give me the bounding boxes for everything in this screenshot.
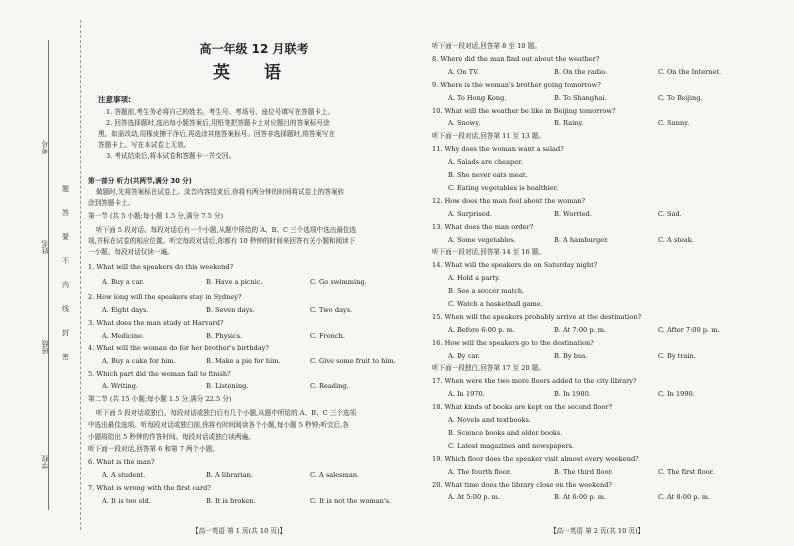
option-a: A. On TV.: [448, 68, 479, 76]
option-a: A. Some vegetables.: [448, 236, 516, 244]
option-c: C. On the Internet.: [658, 68, 722, 76]
question: 10. What will the weather be like in Beijing tomorrow?: [432, 107, 616, 115]
option-a: A. Buy a cake for him.: [102, 357, 176, 365]
note-line: 1. 答题前,考生务必将自己的姓名、考生号、考场号、座位号填写在答题卡上。: [106, 108, 335, 116]
option: B. She never eats meat.: [448, 171, 528, 179]
question: 14. What will the speakers do on Saturday night?: [432, 261, 598, 269]
option-c: C. Give some fruit to him.: [310, 357, 396, 365]
option: B. See a soccer match.: [448, 287, 525, 295]
notes-heading: 注意事项:: [98, 95, 131, 104]
option-c: C. At 8:00 p. m.: [658, 493, 711, 501]
seal-char: 要: [62, 233, 69, 241]
option: C. Latest magazines and newspapers.: [448, 442, 575, 450]
question: 18. What kinds of books are kept on the second floor?: [432, 403, 613, 411]
option-a: A. Surprised.: [448, 210, 492, 218]
option-c: C. Sad.: [658, 210, 682, 218]
binding-line: [48, 40, 49, 510]
option-a: A. Writing.: [102, 382, 139, 390]
option: A. Novels and textbooks.: [448, 416, 531, 424]
note-line: 答题卡上。写在本试卷上无效。: [98, 141, 191, 149]
part1-intro-line: 做题时,先将答案标在试卷上。录音内容结束后,你将有两分钟的时间将试卷上的答案转: [96, 188, 345, 196]
option-b: B. On the radio.: [554, 68, 608, 76]
option-c: C. A steak.: [658, 236, 694, 244]
seal-char: 内: [62, 281, 69, 289]
note-line: 黑。如需改动,用橡皮擦干净后,再选涂其他答案标号。回答非选择题时,将答案写在: [98, 130, 336, 138]
seal-char: 线: [62, 305, 69, 313]
option-c: C. In 1990.: [658, 390, 695, 398]
option-a: A. Before 6:00 p. m.: [448, 326, 515, 334]
seal-dashed-line: [80, 20, 81, 530]
label-class: 班级: [41, 340, 49, 354]
option-b: B. Make a pie for him.: [206, 357, 281, 365]
section2-heading: 第二节 (共 15 小题;每小题 1.5 分,满分 22.5 分): [88, 395, 232, 403]
question: 11. Why does the woman want a salad?: [432, 145, 564, 153]
option-b: B. It is broken.: [206, 497, 256, 505]
seal-char: 密: [62, 353, 69, 361]
option: A. Hold a party.: [448, 274, 501, 282]
question: 9. Where is the woman's brother going tomorrow?: [432, 81, 601, 89]
section2-intro-line: 小题将给出 5 秒钟的作答时间。每段对话或独白读两遍。: [88, 433, 255, 441]
exam-title: 高一年级 12 月联考: [199, 42, 309, 56]
seal-char: 题: [62, 185, 69, 193]
section-lead: 听下面一段独白,回答第 17 至 20 题。: [432, 364, 545, 372]
option: C. Eating vegetables is healthier.: [448, 184, 559, 192]
option-a: A. It is too old.: [102, 497, 151, 505]
option-a: A. In 1970.: [448, 390, 485, 398]
option-b: B. Rainy.: [554, 119, 584, 127]
option-a: A. Buy a car.: [102, 278, 145, 286]
option-a: A. Medicine.: [102, 332, 144, 340]
page-footer: 【高一英语 第 1 页(共 10 页)】: [192, 527, 287, 535]
option: B. Science books and older books.: [448, 429, 563, 437]
question: 13. What does the man order?: [432, 223, 534, 231]
question: 12. How does the man feel about the woman?: [432, 197, 586, 205]
label-exam-number: 考号: [41, 140, 49, 154]
question: 1. What will the speakers do this weekend?: [88, 263, 234, 271]
option-a: A. To Hong Kong.: [448, 94, 507, 102]
option-b: B. A librarian.: [206, 471, 253, 479]
section2-intro-line: 听下面 5 段对话或独白。每段对话或独白后有几个小题,从题中所给的 A、B、C 三个选项: [96, 409, 357, 417]
question: 20. What time does the library close on the weekend?: [432, 481, 612, 489]
option-b: B. By bus.: [554, 352, 588, 360]
note-line: 3. 考试结束后,将本试卷和答题卡一并交回。: [106, 152, 236, 160]
section1-intro-line: 项,并标在试卷的相应位置。听完每段对话后,你都有 10 秒钟的时间来回答有关小题和阅读下: [88, 237, 356, 245]
question: 17. When were the two more floors added to the city library?: [432, 377, 637, 385]
question: 6. What is the man?: [88, 458, 155, 466]
option-c: C. Reading.: [310, 382, 349, 390]
option-b: B. Worried.: [554, 210, 592, 218]
option-c: C. Two days.: [310, 306, 353, 314]
option-b: B. To Shanghai.: [554, 94, 607, 102]
option-b: B. The third floor.: [554, 468, 614, 476]
option-b: B. Listening.: [206, 382, 249, 390]
option-a: A. Snowy.: [448, 119, 481, 127]
question: 4. What will the woman do for her brother's birthday?: [88, 344, 269, 352]
option-b: B. At 7:00 p. m.: [554, 326, 607, 334]
option-c: C. Go swimming.: [310, 278, 367, 286]
question: 3. What does the man study at Harvard?: [88, 319, 224, 327]
option-b: B. At 6:00 p. m.: [554, 493, 607, 501]
option-b: B. A hamburger.: [554, 236, 609, 244]
question: 19. Which floor does the speaker visit almost every weekend?: [432, 455, 639, 463]
option-a: A. The fourth floor.: [448, 468, 512, 476]
option-a: A. At 5:00 p. m.: [448, 493, 501, 501]
option-c: C. It is not the woman's.: [310, 497, 392, 505]
option-c: C. The first floor.: [658, 468, 715, 476]
question: 16. How will the speakers go to the destination?: [432, 339, 594, 347]
option-b: B. Have a picnic.: [206, 278, 263, 286]
option-a: A. Eight days.: [102, 306, 149, 314]
option-c: C. Sunny.: [658, 119, 690, 127]
label-school: 学校: [41, 455, 49, 469]
note-line: 2. 回答选择题时,选出每小题答案后,用铅笔把答题卡上对应题目的答案标号涂: [106, 119, 330, 127]
section-lead: 听下面一段对话,回答第 14 至 16 题。: [432, 248, 545, 256]
section-lead: 听下面一段对话,回答第 11 至 13 题。: [432, 132, 545, 140]
seal-char: 不: [62, 257, 69, 265]
section1-intro-line: 听下面 5 段对话。每段对话后有一个小题,从题中所给的 A、B、C 三个选项中选出最佳选: [96, 226, 357, 234]
part1-intro-line: 涂到答题卡上。: [88, 199, 135, 207]
option: C. Watch a basketball game.: [448, 300, 543, 308]
question: 5. Which part did the woman fail to finish?: [88, 370, 231, 378]
option-c: C. After 7:00 p. m.: [658, 326, 720, 334]
question: 7. What is wrong with the first card?: [88, 484, 211, 492]
binding-margin: [0, 0, 88, 546]
option-c: C. By train.: [658, 352, 696, 360]
section2-lead: 听下面一段对话,回答第 6 和第 7 两个小题。: [88, 445, 219, 453]
option-a: A. By car.: [448, 352, 480, 360]
question: 2. How long will the speakers stay in Sydney?: [88, 293, 242, 301]
section1-intro-line: 一小题。每段对话仅读一遍。: [88, 248, 174, 256]
question: 15. When will the speakers probably arrive at the destination?: [432, 313, 642, 321]
section1-heading: 第一节 (共 5 小题;每小题 1.5 分,满分 7.5 分): [88, 212, 224, 220]
part1-heading: 第一部分 听力(共两节,满分 30 分): [88, 177, 192, 185]
page-footer: 【高一英语 第 2 页(共 10 页)】: [550, 527, 645, 535]
label-name: 姓名: [41, 240, 49, 254]
option-b: B. Seven days.: [206, 306, 255, 314]
option: A. Salads are cheaper.: [448, 158, 523, 166]
option-b: B. Physics.: [206, 332, 243, 340]
seal-char: 封: [62, 329, 69, 337]
seal-char: 答: [62, 209, 69, 217]
option-a: A. A student.: [102, 471, 146, 479]
subject-title: 英 语: [213, 63, 295, 83]
section2-intro-line: 中选出最佳选项。听每段对话或独白前,你将有时间阅读各个小题,每小题 5 秒钟;听完后,各: [88, 421, 349, 429]
question: 8. Where did the man find out about the weather?: [432, 55, 600, 63]
option-b: B. In 1980.: [554, 390, 591, 398]
option-c: C. A salesman.: [310, 471, 360, 479]
option-c: C. French.: [310, 332, 345, 340]
option-c: C. To Beijing.: [658, 94, 703, 102]
section-lead: 听下面一段对话,回答第 8 至 10 题。: [432, 42, 541, 50]
